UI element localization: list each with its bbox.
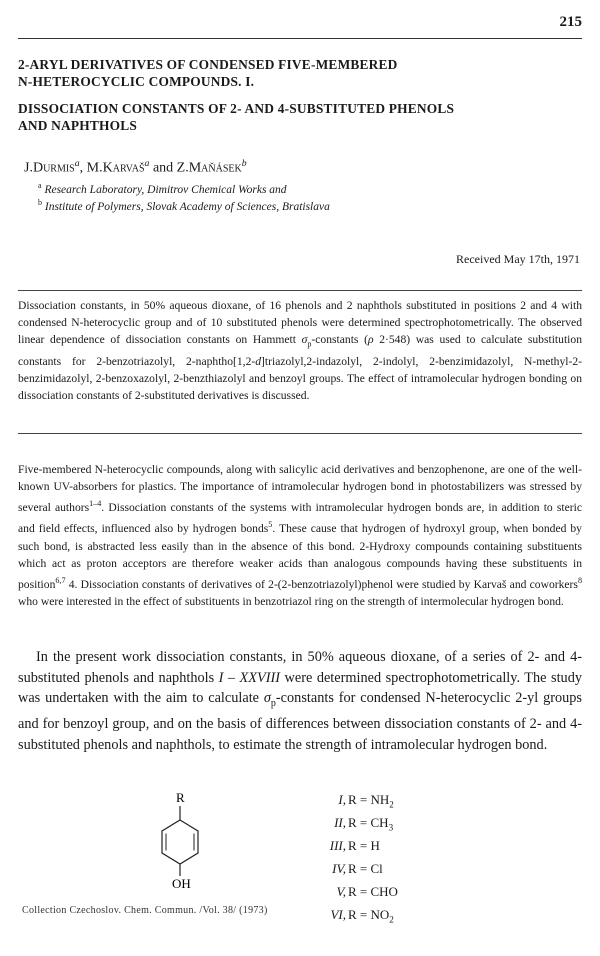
header-rule xyxy=(18,38,582,39)
compound-entry: III, R = H xyxy=(329,838,380,853)
author-name: Karvaš xyxy=(102,160,145,176)
structure-oh-label: OH xyxy=(172,876,191,890)
introduction-paragraph: Five-membered N-heterocyclic compounds, along with salicylic acid derivatives and benzophenone, are one of the well-known UV-absorbers for plastics. The importance of intramolecular hydrogen bond in photostabilizers was stressed by several authors$^{1-4}$. Dissociation constants of the systems with intramolecular hydrogen bonds are, in addition to steric and field effects, influenced also by hydrogen bonds$^5$. These cause that hydrogen of hydroxyl group, when bonded by such bond, is abstracted less easily than in the absence of this bond. 2-Hydroxy compounds containing substituents which act as proton acceptors are therefore weaker acids than analogous compounds having these substituents in position$^{6,7}$ 4. Dissociation constants of derivatives of 2-(2-benzotriazolyl)phenol were studied by Karvaš and coworkers$^8$ who were interested in the effect of substituents in benzotriazol ring on the strength of intermolecular hydrogen bond. xyxy=(18,463,583,608)
body-paragraph: In the present work dissociation constants, in 50% aqueous dioxane, of a series of 2- and 4-substituted phenols and naphthols I – XXVIII were determined spectrophotometrically. The study was undertaken with the aim to calculate $\sigma_p$-constants for condensed N-heterocyclic 2-yl groups and for benzoyl group, and on the basis of differences between dissociation constants of 2- and 4-substituted phenols and naphthols, to estimate the strength of intramolecular hydrogen bond. xyxy=(18,649,583,753)
journal-footer: Collection Czechoslov. Chem. Commun. /Vol. 38/ (1973) xyxy=(22,905,268,916)
abstract-bottom-rule xyxy=(18,433,582,434)
compound-entry: I, $R = NH_2$ xyxy=(338,792,394,810)
compound-entry: IV, R = Cl xyxy=(332,861,383,876)
paper-subtitle xyxy=(18,100,580,134)
compound-entry: V, R = CHO xyxy=(336,884,398,899)
page-number: 215 xyxy=(559,14,582,30)
compound-list xyxy=(296,791,398,929)
paper-title xyxy=(18,56,580,90)
title-line-2: N-HETEROCYCLIC COMPOUNDS. I. xyxy=(18,74,255,89)
compound-entry: II, $R = CH_3$ xyxy=(334,815,394,833)
affiliation: $^a$ Research Laboratory, Dimitrov Chemical Works and xyxy=(38,181,287,196)
author-list: J.Durmis$^a$, M.Karvaš$^a$ and Z.Maňásek$^b$ xyxy=(24,158,247,176)
title-line-1: 2-ARYL DERIVATIVES OF CONDENSED FIVE-MEMBERED xyxy=(18,57,398,72)
author-name: Durmis xyxy=(32,160,75,176)
benzene-ring xyxy=(162,820,198,864)
reference-mark: 5 xyxy=(268,520,273,530)
author-name: Maňásek xyxy=(188,160,242,176)
reference-mark: 6,7 xyxy=(55,575,66,585)
reference-mark: 1–4 xyxy=(89,499,102,509)
received-date: Received May 17th, 1971 xyxy=(456,252,580,266)
subtitle-line-1: DISSOCIATION CONSTANTS OF 2- AND 4-SUBSTITUTED PHENOLS xyxy=(18,101,455,116)
structure-r-label: R xyxy=(176,790,185,805)
phenol-structure-diagram xyxy=(138,790,238,890)
affiliation: $^b$ Institute of Polymers, Slovak Academy of Sciences, Bratislava xyxy=(38,198,330,213)
subtitle-line-2: AND NAPHTHOLS xyxy=(18,118,138,133)
compound-entry: VI, $R = NO_2$ xyxy=(330,907,394,925)
abstract-top-rule xyxy=(18,290,582,291)
abstract: Dissociation constants, in 50% aqueous dioxane, of 16 phenols and 2 naphthols substituted in positions 2 and 4 with condensed N-heterocyclic group and of 10 substituted phenols were determined spectrophotometrically. The observed linear dependence of dissociation constants on Hammett $\sigma_p$-constants (ρ 2·548) was used to calculate substitution constants for 2-benzotriazolyl, 2-naphtho[1,2-d]triazolyl,2-indazolyl, 2-indolyl, 2-benzimidazolyl, N-methyl-2-benzimidazolyl, 2-benzoxazolyl, 2-benzthiazolyl and benzoyl groups. The effect of intramolecular hydrogen bonding on dissociation constants of 2-substituted derivatives is discussed. xyxy=(18,299,582,402)
reference-mark: 8 xyxy=(577,575,582,585)
